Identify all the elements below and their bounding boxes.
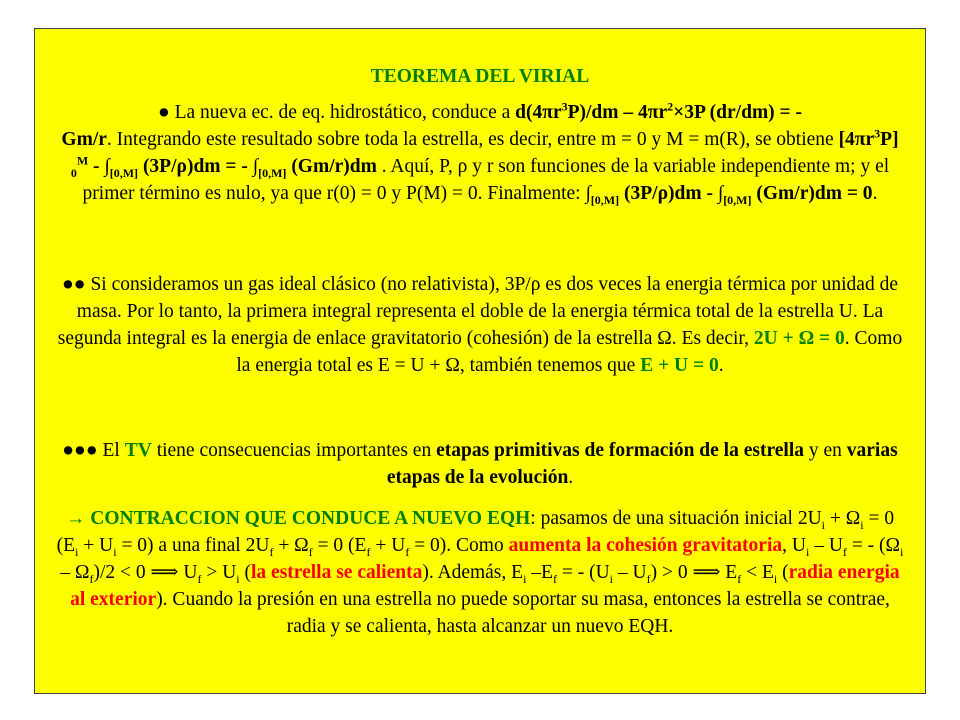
highlight-cohesion: aumenta la cohesión gravitatoria bbox=[508, 535, 783, 556]
paragraph-hydrostatic-equation: ● La nueva ec. de eq. hidrostático, conduce a $d(4\pi r^3P)/dm - 4\pi r^2\times 3P$ (dr/dm) = - Gm/r. Integrando este resultado sobre toda la estrella, es decir, entre m = 0 y M = m(R), se obtiene $[4\pi r^3P]$ $_0^M - \int_{[0,M]}$ (3P/ρ)dm = - $\int_{[0,M]}$ (Gm/r)dm . Aquí, P, ρ y r son funciones de la variable independiente m; y el primer término es nulo, ya que r(0) = 0 y P(M) = 0. Finalmente: $\int_{[0,M]}$ $(3P/\rho)dm - \int_{[0,M]}$ (Gm/r)dm = 0. bbox=[61, 99, 899, 207]
energy-relation: E + U = 0 bbox=[640, 355, 719, 376]
highlight-evolution: varias etapas de la evolución bbox=[386, 440, 898, 488]
contraction-heading: → CONTRACCION QUE CONDUCE A NUEVO EQH bbox=[65, 508, 531, 529]
equation-3: $\int_{[0,M]}$ $(3P/\rho)dm - \int_{[0,M]}$ (Gm/r)dm = 0 bbox=[585, 183, 873, 207]
slide-title: TEOREMA DEL VIRIAL bbox=[370, 66, 590, 87]
equation-1: $d(4\pi r^3P)/dm - 4\pi r^2\times 3P$ (dr/dm) = - Gm/r bbox=[61, 99, 803, 150]
equation-2: $[4\pi r^3P]$ $_0^M - \int_{[0,M]}$ (3P/ρ)dm = - $\int_{[0,M]}$ (Gm/r)dm bbox=[70, 126, 899, 180]
highlight-radiates: radia energia al exterior bbox=[70, 562, 900, 610]
bullet: ●● bbox=[62, 274, 86, 295]
highlight-formation: etapas primitivas de formación de la estrella bbox=[436, 440, 804, 461]
paragraph-contraction: → CONTRACCION QUE CONDUCE A NUEVO EQH: pasamos de una situación inicial $2U_i + \Omega_i = 0$ $(E_i + U_i = 0)$ a una final $2U_f + \Omega_f = 0$ $(E_f + U_f = 0)$. Como aumenta la cohesión gravitatoria, $U_i - U_f$ = - $(\Omega_i - \Omega_f)/2 < 0$ ⟹ $U_f > U_i$ (la estrella se calienta). Además, $E_i$ $-E_f$ = - $(U_i - U_f) > 0$ ⟹ $E_f < E_i$ (radia energia al exterior). Cuando la presión en una estrella no puede soportar su masa, entonces la estrella se contrae, radia y se calienta, hasta alcanzar un nuevo EQH. bbox=[56, 508, 904, 637]
slide bbox=[34, 28, 926, 694]
virial-relation: 2U + Ω = 0 bbox=[753, 328, 845, 349]
paragraph-consequences: ●●● El TV tiene consecuencias importantes en etapas primitivas de formación de la estrella y en varias etapas de la evolución. bbox=[62, 440, 898, 488]
highlight-heats-up: la estrella se calienta bbox=[251, 562, 423, 583]
tv-label: TV bbox=[124, 440, 152, 461]
paragraph-ideal-gas: ●● Si consideramos un gas ideal clásico (no relativista), 3P/ρ es dos veces la energia térmica por unidad de masa. Por lo tanto, la primera integral representa el doble de la energia térmica total de la estrella U. La segunda integral es la energia de enlace gravitatorio (cohesión) de la estrella Ω. Es decir, 2U + Ω = 0. Como la energia total es E = U + Ω, también tenemos que E + U = 0. bbox=[57, 274, 903, 376]
bullet: ● bbox=[157, 102, 170, 123]
bullet: ●●● bbox=[62, 440, 98, 461]
